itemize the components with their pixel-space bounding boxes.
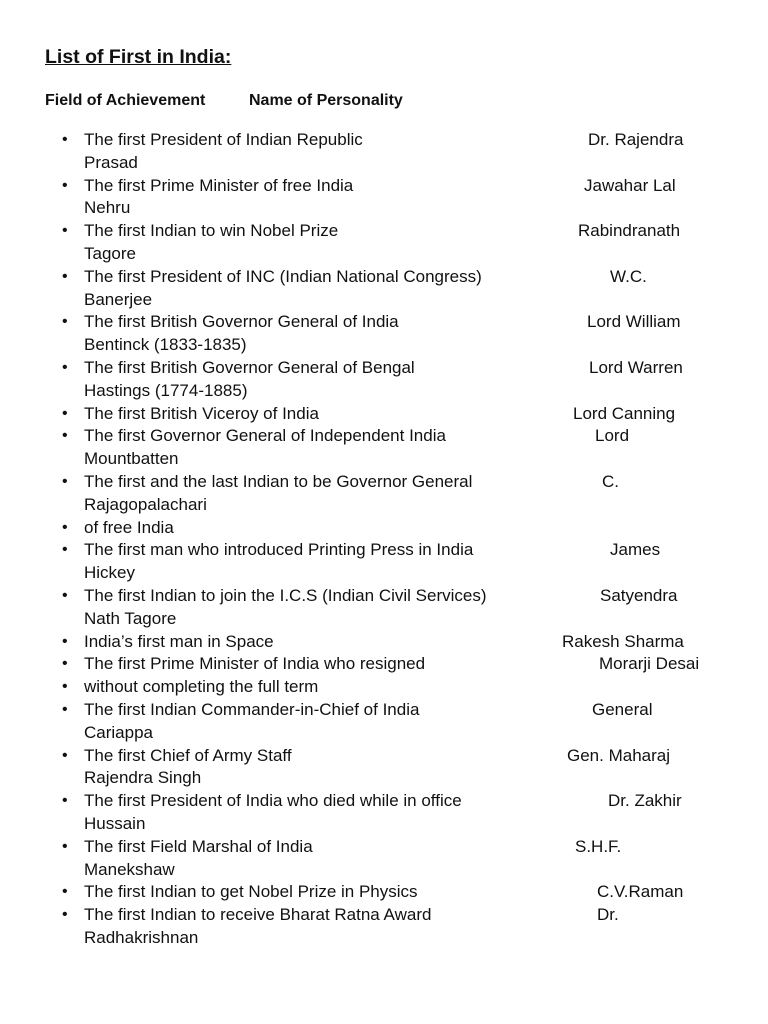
- personality-name-continued: Prasad: [84, 152, 138, 172]
- list-item-row: [84, 129, 768, 152]
- achievement-text: The first man who introduced Printing Press in India: [84, 540, 474, 560]
- bullet-icon: •: [62, 427, 68, 445]
- personality-name-continued: Rajagopalachari: [84, 494, 207, 514]
- personality-name-continued: Banerjee: [84, 289, 153, 309]
- achievement-text: India’s first man in Space: [84, 631, 274, 651]
- personality-name: S.H.F.: [575, 836, 622, 856]
- personality-name: James: [610, 540, 661, 560]
- bullet-icon: •: [62, 632, 68, 650]
- list-item-row: [84, 425, 768, 448]
- list-item-row: [84, 175, 768, 198]
- personality-name: Rakesh Sharma: [562, 631, 684, 651]
- bullet-icon: •: [62, 472, 68, 490]
- list-item-row: [84, 471, 768, 494]
- firsts-list: [0, 129, 768, 950]
- bullet-icon: •: [62, 678, 68, 696]
- achievement-text: without completing the full term: [84, 677, 319, 697]
- bullet-icon: •: [62, 837, 68, 855]
- name-of-personality-header: Name of Personality: [249, 92, 403, 109]
- personality-name: Rabindranath: [578, 221, 681, 241]
- list-item: [0, 653, 768, 676]
- list-item: [0, 904, 768, 950]
- achievement-text: The first British Governor General of India: [84, 312, 399, 332]
- bullet-icon: •: [62, 586, 68, 604]
- list-item-row: [84, 676, 768, 699]
- list-item: [0, 539, 768, 585]
- list-item-row: [84, 517, 768, 540]
- personality-name-continued: Mountbatten: [84, 449, 179, 469]
- bullet-icon: •: [62, 883, 68, 901]
- list-item: [0, 881, 768, 904]
- personality-name: Lord: [595, 426, 630, 446]
- bullet-icon: •: [62, 906, 68, 924]
- bullet-icon: •: [62, 518, 68, 536]
- personality-name: Satyendra: [600, 585, 678, 605]
- list-item: [0, 129, 768, 175]
- bullet-icon: •: [62, 541, 68, 559]
- personality-name: Dr.: [597, 905, 619, 925]
- achievement-text: The first Governor General of Independent India: [84, 426, 446, 446]
- personality-name-continued: Nath Tagore: [84, 608, 177, 628]
- personality-name: C.: [602, 471, 619, 491]
- list-item: [0, 745, 768, 791]
- list-item-row: [84, 357, 768, 380]
- bullet-icon: •: [62, 222, 68, 240]
- list-item-row: [84, 220, 768, 243]
- achievement-text: The first Indian to get Nobel Prize in Physics: [84, 882, 418, 902]
- bullet-icon: •: [62, 176, 68, 194]
- list-item: [0, 220, 768, 266]
- personality-name-continued: Manekshaw: [84, 859, 175, 879]
- personality-name: Gen. Maharaj: [567, 745, 670, 765]
- list-item-row: [84, 790, 768, 813]
- achievement-text: The first Indian to win Nobel Prize: [84, 221, 339, 241]
- list-item: [0, 311, 768, 357]
- personality-name-continued: Radhakrishnan: [84, 927, 199, 947]
- list-item-row: [84, 745, 768, 768]
- personality-name-continued: Hickey: [84, 563, 136, 583]
- list-item-row: [84, 699, 768, 722]
- personality-name: Lord Canning: [573, 403, 676, 423]
- list-item: [0, 357, 768, 403]
- bullet-icon: •: [62, 404, 68, 422]
- column-headers: [45, 90, 403, 112]
- achievement-text: The first Field Marshal of India: [84, 836, 313, 856]
- achievement-text: The first and the last Indian to be Governor General: [84, 471, 473, 491]
- list-item: [0, 631, 768, 654]
- personality-name: Jawahar Lal: [584, 175, 676, 195]
- personality-name: C.V.Raman: [597, 882, 684, 902]
- personality-name: General: [592, 699, 653, 719]
- personality-name-continued: Hastings (1774-1885): [84, 380, 248, 400]
- list-item-row: [84, 403, 768, 426]
- personality-name-continued: Nehru: [84, 198, 131, 218]
- list-item-row: [84, 653, 768, 676]
- personality-name-continued: Bentinck (1833-1835): [84, 335, 247, 355]
- list-item: [0, 699, 768, 745]
- achievement-text: The first Indian to receive Bharat Ratna Award: [84, 905, 432, 925]
- bullet-icon: •: [62, 792, 68, 810]
- achievement-text: The first President of INC (Indian National Congress): [84, 266, 482, 286]
- list-item: [0, 676, 768, 699]
- bullet-icon: •: [62, 313, 68, 331]
- bullet-icon: •: [62, 700, 68, 718]
- list-item: [0, 425, 768, 471]
- achievement-text: of free India: [84, 517, 174, 537]
- list-item-row: [84, 539, 768, 562]
- achievement-text: The first President of Indian Republic: [84, 130, 363, 149]
- personality-name: Lord William: [587, 312, 681, 332]
- achievement-text: The first Indian Commander-in-Chief of India: [84, 699, 420, 719]
- personality-name-continued: Tagore: [84, 243, 136, 263]
- list-item: [0, 403, 768, 426]
- personality-name: W.C.: [610, 266, 647, 286]
- personality-name: Lord Warren: [589, 357, 683, 377]
- list-item: [0, 175, 768, 221]
- list-item: [0, 471, 768, 517]
- achievement-text: The first British Governor General of Bengal: [84, 357, 415, 377]
- personality-name: Dr. Zakhir: [608, 791, 682, 811]
- list-item: [0, 836, 768, 882]
- personality-name-continued: Hussain: [84, 813, 146, 833]
- list-item-row: [84, 266, 768, 289]
- page-title: List of First in India:: [45, 46, 232, 68]
- achievement-text: The first British Viceroy of India: [84, 403, 319, 423]
- achievement-text: The first President of India who died while in office: [84, 791, 462, 811]
- personality-name-continued: Cariappa: [84, 722, 153, 742]
- achievement-text: The first Indian to join the I.C.S (Indian Civil Services): [84, 585, 487, 605]
- list-item-row: [84, 836, 768, 859]
- personality-name: Morarji Desai: [599, 654, 700, 674]
- list-item-row: [84, 585, 768, 608]
- achievement-text: The first Chief of Army Staff: [84, 745, 292, 765]
- list-item-row: [84, 881, 768, 904]
- personality-name-continued: Rajendra Singh: [84, 768, 202, 788]
- list-item-row: [84, 904, 768, 927]
- bullet-icon: •: [62, 131, 68, 148]
- field-of-achievement-header: Field of Achievement: [45, 92, 206, 109]
- achievement-text: The first Prime Minister of free India: [84, 175, 354, 195]
- bullet-icon: •: [62, 267, 68, 285]
- achievement-text: The first Prime Minister of India who resigned: [84, 654, 426, 674]
- list-item: [0, 517, 768, 540]
- bullet-icon: •: [62, 655, 68, 673]
- bullet-icon: •: [62, 746, 68, 764]
- list-item-row: [84, 631, 768, 654]
- list-item-row: [84, 311, 768, 334]
- list-item: [0, 585, 768, 631]
- list-item: [0, 266, 768, 312]
- list-item: [0, 790, 768, 836]
- personality-name: Dr. Rajendra: [588, 130, 684, 149]
- bullet-icon: •: [62, 358, 68, 376]
